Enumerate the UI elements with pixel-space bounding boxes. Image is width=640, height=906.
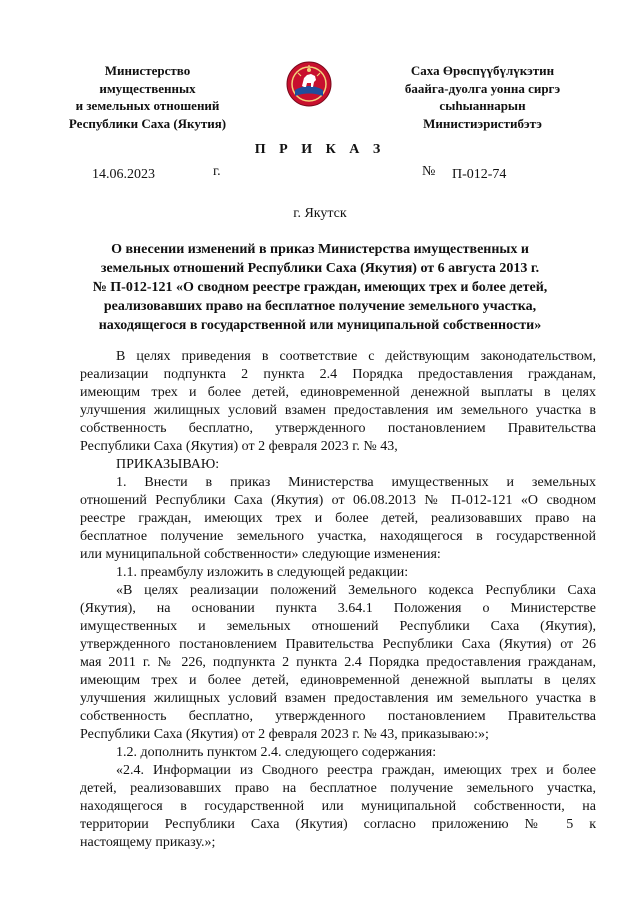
- order-date: 14.06.2023: [92, 167, 155, 182]
- number-sign: №: [422, 164, 436, 179]
- body-line: (Якутия), на основании пункта 3.64.1 Положения о Министерстве: [80, 601, 596, 616]
- body-line: собственность бесплатно, утвержденного постановлением Правительства: [80, 421, 596, 436]
- body-line: реализации подпункта 2 пункта 2.4 Порядка предоставления гражданам,: [80, 367, 596, 382]
- order-subject: [60, 240, 580, 335]
- issue-place: г. Якутск: [293, 206, 347, 221]
- header-right-line: баайга-дуолга уонна сиргэ: [404, 80, 561, 96]
- body-line: 1. Внести в приказ Министерства имущественных и земельных: [116, 475, 596, 490]
- header-right-line: Саха Өрөспүүбүлүкэтин: [410, 63, 555, 78]
- body-line: мая 2011 г. № 226, подпункта 2 пункта 2.4 Порядка предоставления гражданам,: [80, 655, 596, 670]
- republic-emblem-icon: [285, 60, 333, 108]
- order-body: [80, 348, 596, 852]
- order-number: П-012-74: [452, 167, 507, 182]
- body-line: имеющим трех и более детей, единовременной денежной выплаты в целях: [80, 385, 596, 400]
- body-line: отношений Республики Саха (Якутия) от 06.08.2013 № П-012-121 «О сводном: [80, 493, 596, 508]
- body-line: имеющим трех и более детей, единовременной денежной выплаты в целях: [80, 673, 596, 688]
- subject-line: О внесении изменений в приказ Министерства имущественных и: [111, 242, 529, 257]
- body-line: собственность бесплатно, утвержденного постановлением Правительства: [80, 709, 596, 724]
- subject-line: находящегося в государственной или муниципальной собственности»: [98, 318, 542, 333]
- body-line: 1.2. дополнить пунктом 2.4. следующего содержания:: [116, 745, 437, 760]
- document-type-title: П Р И К А З: [254, 142, 386, 157]
- body-line: Республики Саха (Якутия) от 2 февраля 2023 г. № 43,: [80, 439, 398, 454]
- body-line: настоящему приказу.»;: [80, 835, 216, 850]
- ministry-name-sakha: [375, 62, 590, 132]
- body-line: находящегося в государственной или муниципальной собственности, на: [80, 799, 596, 814]
- body-line: улучшения жилищных условий взамен предоставления им земельного участка в: [80, 403, 596, 418]
- ministry-name-ru: [40, 62, 255, 132]
- order-directive: ПРИКАЗЫВАЮ:: [116, 457, 220, 472]
- subject-line: № П-012-121 «О сводном реестре граждан, имеющих трех и более детей,: [92, 280, 548, 295]
- body-line: реестре граждан, имеющих трех и более детей, реализовавших право на: [80, 511, 596, 526]
- body-line: В целях приведения в соответствие с действующим законодательством,: [116, 349, 596, 364]
- year-suffix: г.: [213, 164, 221, 179]
- header-left-line: Республики Саха (Якутия): [68, 115, 227, 131]
- subject-line: реализовавших право на бесплатное получение земельного участка,: [103, 299, 537, 314]
- body-line: территории Республики Саха (Якутия) согласно приложению № 5 к: [80, 817, 596, 832]
- header-left-line: имущественных: [99, 80, 196, 96]
- body-line: «2.4. Информации из Сводного реестра граждан, имеющих трех и более: [116, 763, 596, 778]
- body-line: бесплатное получение земельного участка, находящегося в государственной: [80, 529, 596, 544]
- body-line: «В целях реализации положений Земельного кодекса Республики Саха: [116, 583, 596, 598]
- header-right-line: сыһыаннарын: [439, 98, 526, 113]
- body-line: или муниципальной собственности» следующие изменения:: [80, 547, 441, 562]
- subject-line: земельных отношений Республики Саха (Якутия) от 6 августа 2013 г.: [100, 261, 540, 276]
- header-left-line: Министерство: [104, 63, 191, 78]
- body-line: 1.1. преамбулу изложить в следующей редакции:: [116, 565, 409, 580]
- header-right-line: Министиэристибэтэ: [423, 115, 542, 131]
- body-line: имущественных и земельных отношений Республики Саха (Якутия),: [80, 619, 596, 634]
- header-left-line: и земельных отношений: [75, 98, 220, 113]
- body-line: улучшения жилищных условий взамен предоставления им земельного участка в: [80, 691, 596, 706]
- body-line: утвержденного постановлением Правительства Республики Саха (Якутия) от 26: [80, 637, 596, 652]
- body-line: детей, реализовавших право на бесплатное получение земельного участка,: [80, 781, 596, 796]
- body-line: Республики Саха (Якутия) от 2 февраля 2023 г. № 43, приказываю:»;: [80, 727, 489, 742]
